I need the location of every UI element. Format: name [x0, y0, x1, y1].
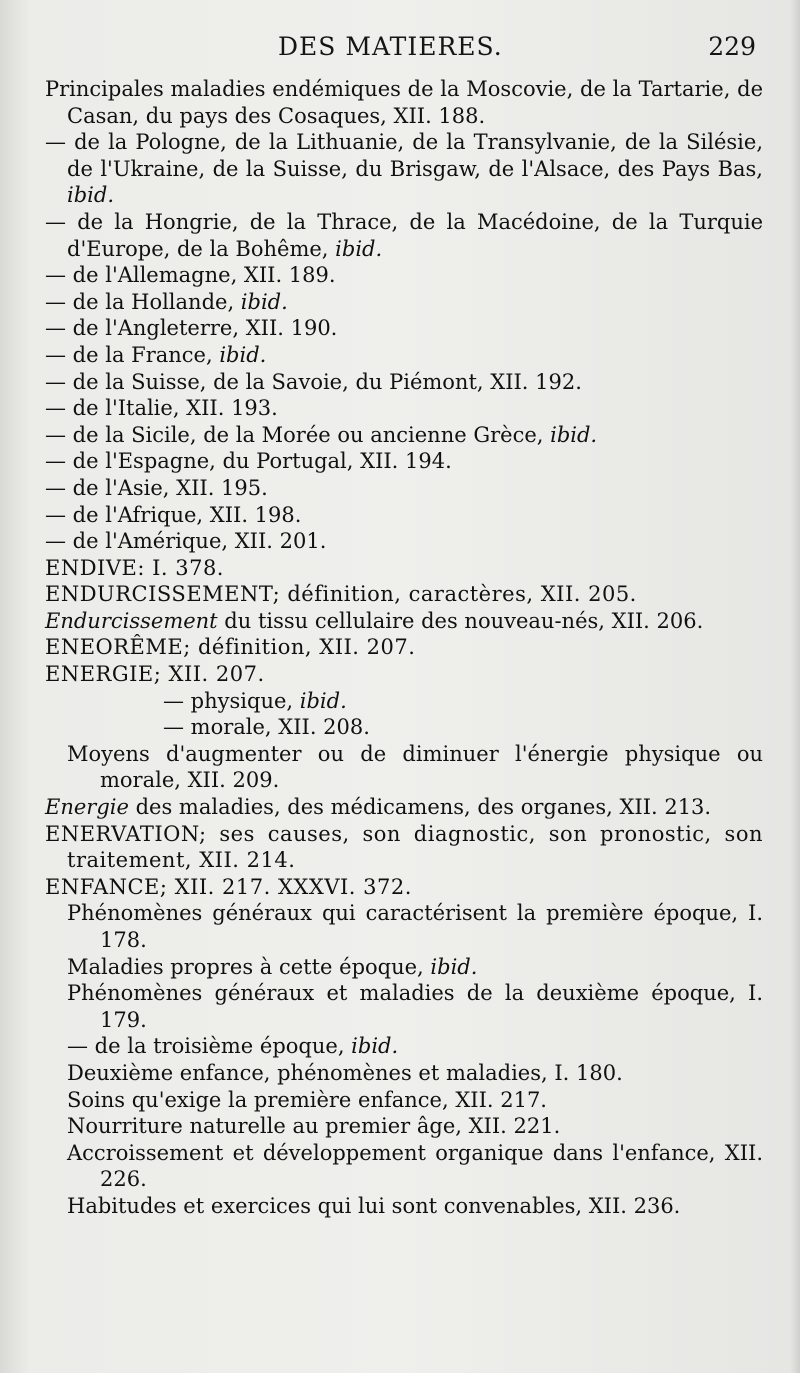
index-entry: Energie des maladies, des médicamens, des organes, XII. 213. — [45, 795, 712, 820]
index-entry: — de la Suisse, de la Savoie, du Piémont, XII. 192. — [45, 369, 582, 394]
index-entry: — de la Hongrie, de la Thrace, de la Macédoine, de la Turquie d'Europe, de la Bohême, ibid. — [45, 209, 763, 261]
index-entry: — de la Sicile, de la Morée ou ancienne Grèce, ibid. — [45, 422, 598, 447]
page-header — [0, 30, 800, 70]
index-heading-endurcissement: ENDURCISSEMENT; définition, caractères, XII. 205. — [45, 582, 637, 607]
index-subentry: Moyens d'augmenter ou de diminuer l'énergie physique ou morale, XII. 209. — [67, 741, 763, 793]
index-entry: Principales maladies endémiques de la Moscovie, de la Tartarie, de Casan, du pays des Cosaques, XII. 188. — [45, 77, 763, 128]
index-entry: — de l'Amérique, XII. 201. — [45, 529, 327, 554]
index-subentry: Nourriture naturelle au premier âge, XII. 221. — [67, 1114, 561, 1139]
index-entry: — de la Pologne, de la Lithuanie, de la Transylvanie, de la Silésie, de l'Ukraine, de la Suisse, du Brisgaw, de l'Alsace, des Pays Bas, ibid. — [45, 130, 763, 208]
running-head: DES MATIERES. — [278, 32, 503, 61]
index-body — [45, 76, 763, 1220]
index-heading-eneoreme: ENEORÊME; définition, XII. 207. — [45, 635, 416, 660]
index-heading-enfance: ENFANCE; XII. 217. XXXVI. 372. — [45, 874, 412, 899]
index-subentry: Phénomènes généraux et maladies de la deuxième époque, I. 179. — [67, 981, 763, 1032]
index-subentry: — morale, XII. 208. — [163, 715, 370, 740]
index-subentry: Habitudes et exercices qui lui sont convenables, XII. 236. — [67, 1193, 681, 1218]
index-entry: — de l'Italie, XII. 193. — [45, 396, 278, 421]
index-subentry: Accroissement et développement organique dans l'enfance, XII. 226. — [67, 1140, 763, 1192]
index-subentry: Soins qu'exige la première enfance, XII. 217. — [67, 1087, 547, 1112]
index-entry: — de l'Angleterre, XII. 190. — [45, 316, 338, 341]
index-subentry: — de la troisième époque, ibid. — [67, 1034, 399, 1059]
index-subentry: Phénomènes généraux qui caractérisent la première époque, I. 178. — [67, 901, 763, 952]
index-heading-energie: ENERGIE; XII. 207. — [45, 662, 265, 687]
index-subentry: Deuxième enfance, phénomènes et maladies, I. 180. — [67, 1060, 623, 1085]
index-entry: — de l'Asie, XII. 195. — [45, 475, 268, 500]
index-entry: Endurcissement du tissu cellulaire des nouveau-nés, XII. 206. — [45, 608, 704, 633]
index-subentry: Maladies propres à cette époque, ibid. — [67, 954, 478, 979]
index-heading-endive: ENDIVE: I. 378. — [45, 555, 224, 580]
page-number: 229 — [708, 32, 756, 61]
index-entry: — de la Hollande, ibid. — [45, 289, 288, 314]
index-entry: — de l'Espagne, du Portugal, XII. 194. — [45, 449, 452, 474]
index-subentry: — physique, ibid. — [163, 688, 347, 713]
index-entry: — de l'Allemagne, XII. 189. — [45, 263, 336, 288]
index-entry: — de la France, ibid. — [45, 342, 267, 367]
index-heading-enervation: ENERVATION; ses causes, son diagnostic, son pronostic, son traitement, XII. 214. — [45, 821, 763, 873]
index-entry: — de l'Afrique, XII. 198. — [45, 502, 302, 527]
